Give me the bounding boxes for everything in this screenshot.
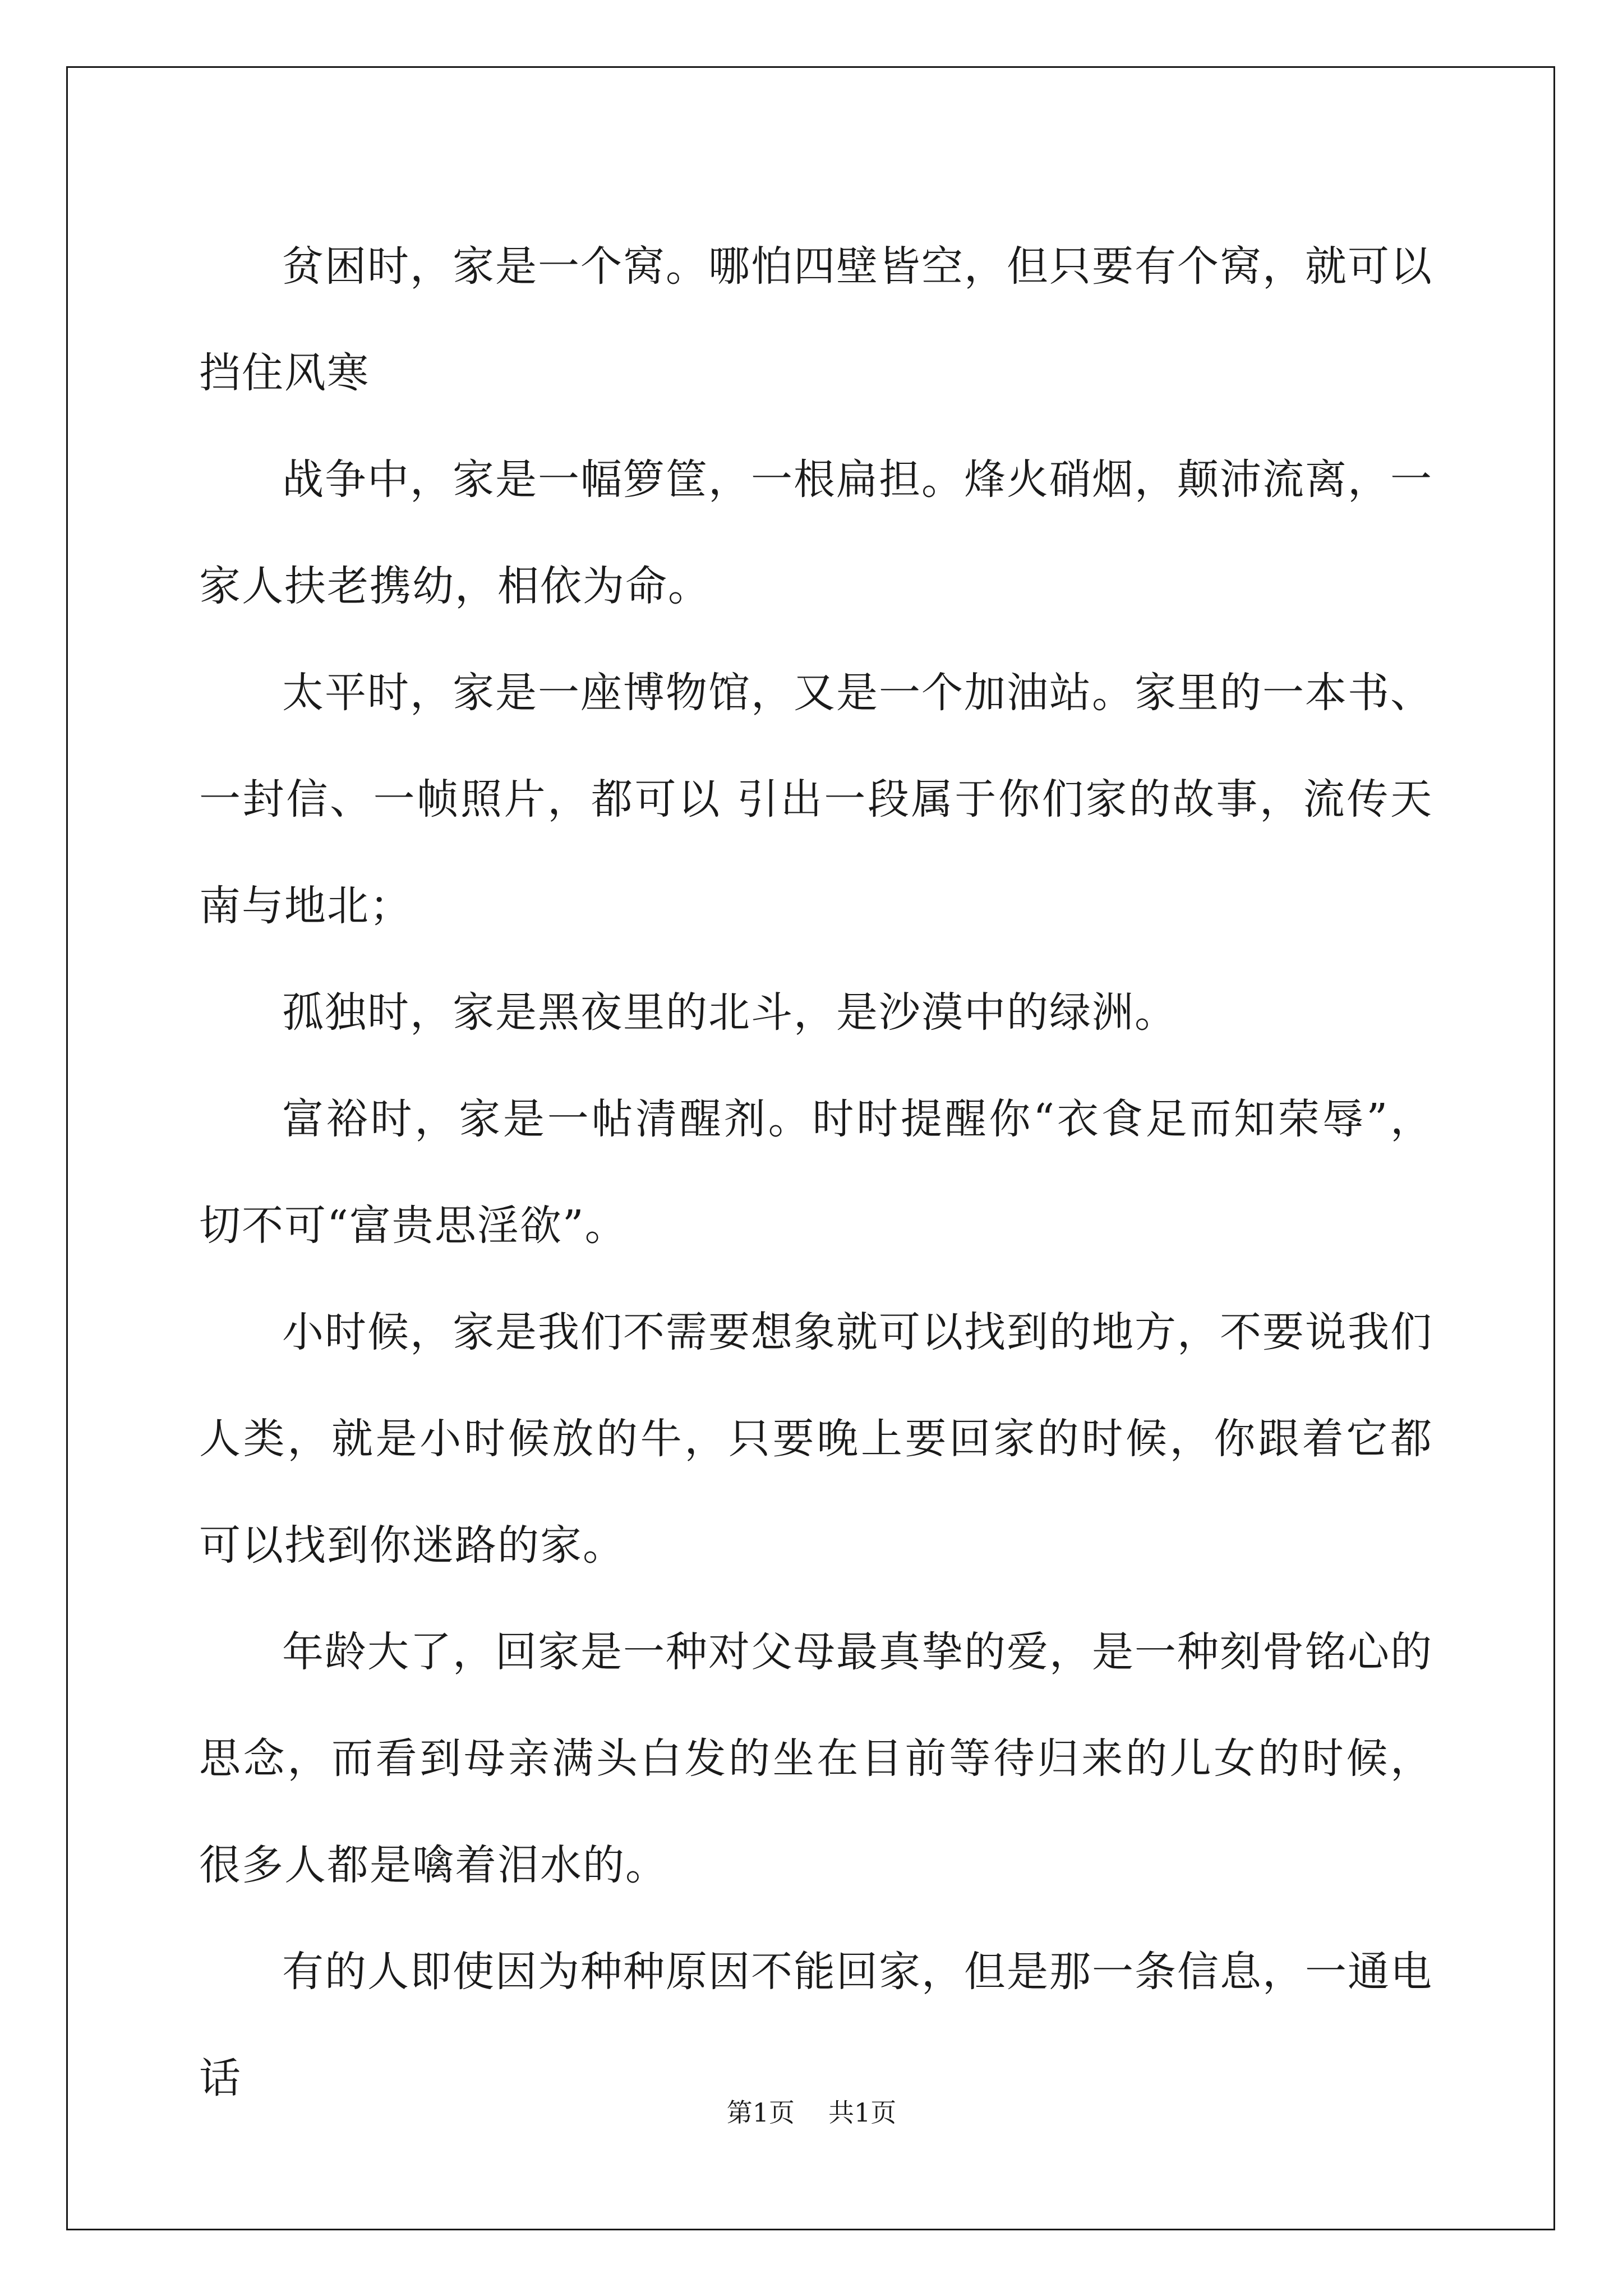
- paragraph-5: 富裕时，家是一帖清醒剂。时时提醒你“衣食足而知荣辱”，切不可“富贵思淫欲”。: [199, 1095, 1433, 1250]
- paragraph-1: 贫困时，家是一个窝。哪怕四壁皆空，但只要有个窝，就可以挡住风寒: [199, 242, 1433, 397]
- page-footer: [0, 2092, 1623, 2129]
- paragraph-6: 小时候，家是我们不需要想象就可以找到的地方，不要说我们人类，就是小时候放的牛，只要晚上要回家的时候，你跟着它都可以找到你迷路的家。: [199, 1308, 1433, 1570]
- paragraph-2: 战争中，家是一幅箩筐，一根扁担。烽火硝烟，颠沛流离，一家人扶老携幼，相依为命。: [199, 455, 1433, 610]
- document-body: [199, 213, 1433, 2132]
- page-number-current: 第1页: [726, 2097, 795, 2128]
- paragraph-8: 有的人即使因为种种原因不能回家，但是那一条信息，一通电话: [199, 1948, 1433, 2102]
- paragraph-3: 太平时，家是一座博物馆，又是一个加油站。家里的一本书、一封信、一帧照片，都可以 引出一段属于你们家的故事，流传天南与地北；: [199, 669, 1433, 930]
- page-number-total: 共1页: [828, 2097, 897, 2128]
- paragraph-4: 孤独时，家是黑夜里的北斗，是沙漠中的绿洲。: [282, 988, 1177, 1037]
- paragraph-7: 年龄大了，回家是一种对父母最真挚的爱，是一种刻骨铭心的思念，而看到母亲满头白发的坐在目前等待归来的儿女的时候，很多人都是噙着泪水的。: [199, 1628, 1433, 1889]
